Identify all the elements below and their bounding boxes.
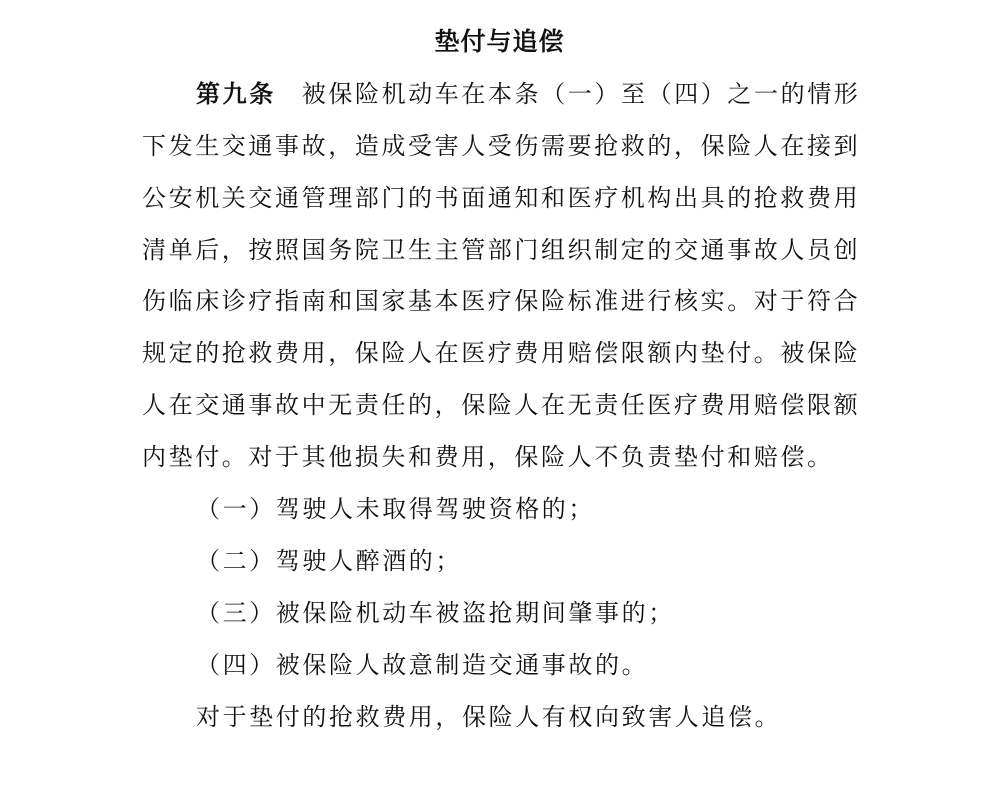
article-first-line — [196, 74, 860, 114]
article-label: 第九条 — [196, 79, 276, 108]
article-line-6: 人在交通事故中无责任的，保险人在无责任医疗费用赔偿限额 — [142, 391, 861, 419]
article-line-0: 被保险机动车在本条（一）至（四）之一的情形 — [301, 80, 861, 108]
list-item-3: （三）被保险机动车被盗抢期间肇事的； — [196, 599, 675, 627]
list-item-2: （二）驾驶人醉酒的； — [196, 547, 462, 575]
article-line-5: 规定的抢救费用，保险人在医疗费用赔偿限额内垫付。被保险 — [142, 339, 861, 367]
article-line-2: 公安机关交通管理部门的书面通知和医疗机构出具的抢救费用 — [142, 184, 861, 212]
page-title: 垫付与追偿 — [434, 27, 565, 56]
closing-paragraph: 对于垫付的抢救费用，保险人有权向致害人追偿。 — [196, 703, 782, 731]
list-item-1: （一）驾驶人未取得驾驶资格的； — [196, 495, 595, 523]
article-line-4: 伤临床诊疗指南和国家基本医疗保险标准进行核实。对于符合 — [142, 287, 861, 315]
article-line-3: 清单后，按照国务院卫生主管部门组织制定的交通事故人员创 — [142, 236, 861, 264]
article-line-1: 下发生交通事故，造成受害人受伤需要抢救的，保险人在接到 — [142, 132, 861, 160]
list-item-4: （四）被保险人故意制造交通事故的。 — [196, 651, 649, 679]
article-line-7: 内垫付。对于其他损失和费用，保险人不负责垫付和赔偿。 — [142, 443, 834, 471]
